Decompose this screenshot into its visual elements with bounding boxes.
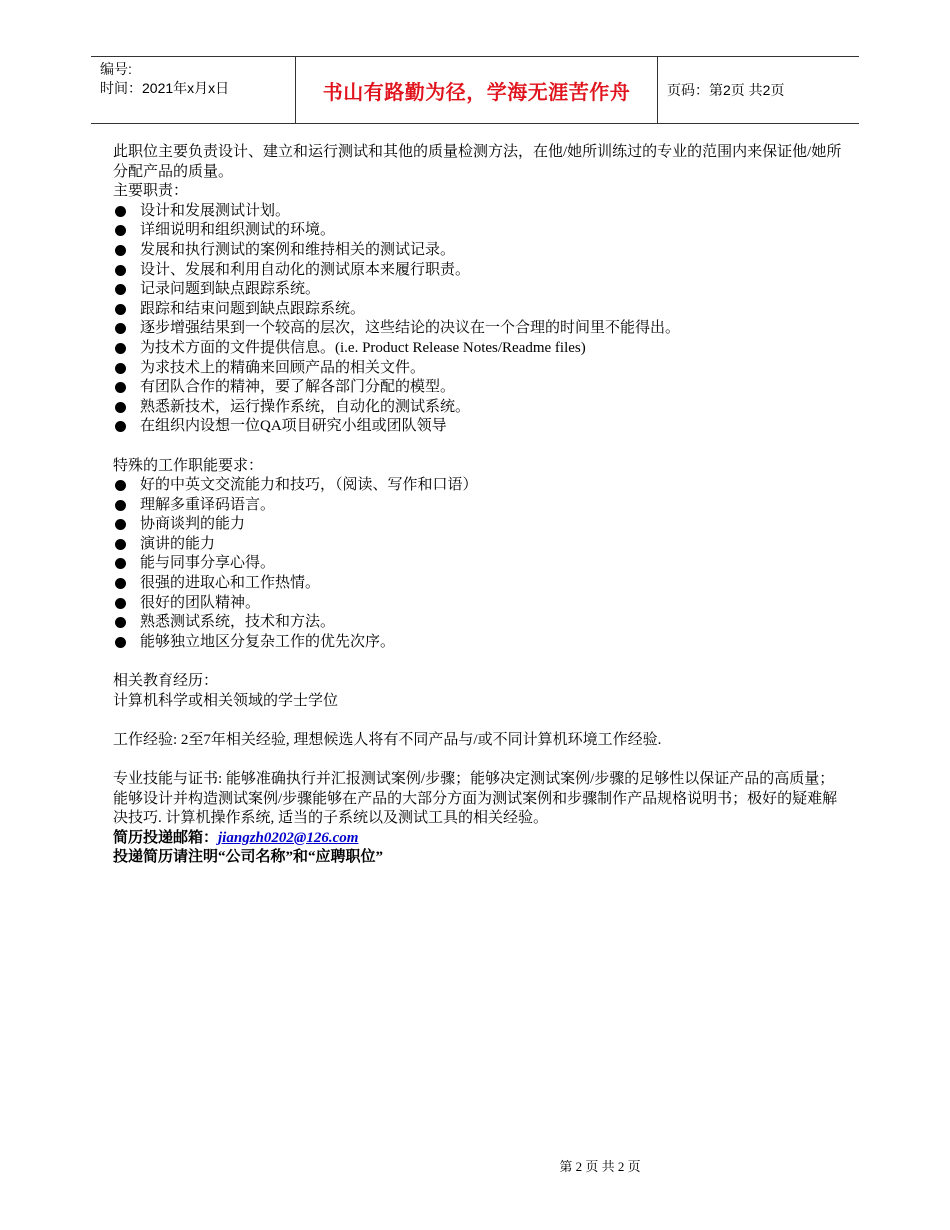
duty-item: 有团队合作的精神，要了解各部门分配的模型。 bbox=[113, 378, 843, 398]
header-slogan: 书山有路勤为径，学海无涯苦作舟 bbox=[295, 57, 658, 123]
submission-note: 投递简历请注明“公司名称”和“应聘职位” bbox=[113, 849, 384, 866]
requirement-item: 协商谈判的能力 bbox=[113, 515, 843, 535]
header-page-info: 页码：第2页 共2页 bbox=[667, 82, 785, 98]
page-footer bbox=[0, 1156, 950, 1175]
requirement-item: 能够独立地区分复杂工作的优先次序。 bbox=[113, 633, 843, 653]
duty-item: 详细说明和组织测试的环境。 bbox=[113, 221, 843, 241]
skills-paragraph: 专业技能与证书: 能够准确执行并汇报测试案例/步骤；能够决定测试案例/步骤的足够性以保证产品的高质量；能够设计并构造测试案例/步骤能够在产品的大部分方面为测试案例和步骤制作产品规格说明书；极好的疑难解决技巧. 计算机操作系统, 适当的子系统以及测试工具的相关经验。 bbox=[113, 771, 838, 827]
spacer bbox=[113, 750, 843, 770]
header-meta bbox=[91, 57, 295, 123]
education-heading: 相关教育经历： bbox=[113, 673, 219, 690]
requirement-item: 理解多重译码语言。 bbox=[113, 496, 843, 516]
duties-heading: 主要职责： bbox=[113, 183, 189, 200]
page-header bbox=[91, 56, 859, 124]
duty-item: 在组织内设想一位QA项目研究小组或团队领导 bbox=[113, 417, 843, 437]
duty-item: 设计、发展和利用自动化的测试原本来履行职责。 bbox=[113, 261, 843, 281]
spacer bbox=[113, 652, 843, 672]
requirement-item: 能与同事分享心得。 bbox=[113, 554, 843, 574]
duty-item: 跟踪和结束问题到缺点跟踪系统。 bbox=[113, 300, 843, 320]
duties-list bbox=[113, 202, 843, 437]
duty-item: 记录问题到缺点跟踪系统。 bbox=[113, 280, 843, 300]
spacer bbox=[113, 711, 843, 731]
requirement-item: 很好的团队精神。 bbox=[113, 594, 843, 614]
duty-item: 为技术方面的文件提供信息。(i.e. Product Release Notes/Readme files) bbox=[113, 339, 843, 359]
duty-item: 发展和执行测试的案例和维持相关的测试记录。 bbox=[113, 241, 843, 261]
id-label: 编号: bbox=[100, 61, 132, 77]
footer-page-info: 第 2 页 共 2 页 bbox=[559, 1159, 641, 1174]
intro-paragraph: 此职位主要负责设计、建立和运行测试和其他的质量检测方法，在他/她所训练过的专业的范围内来保证他/她所分配产品的质量。 bbox=[113, 144, 842, 180]
spacer bbox=[113, 437, 843, 457]
duty-item: 逐步增强结果到一个较高的层次，这些结论的决议在一个合理的时间里不能得出。 bbox=[113, 319, 843, 339]
requirement-item: 好的中英文交流能力和技巧，（阅读、写作和口语） bbox=[113, 476, 843, 496]
requirement-item: 演讲的能力 bbox=[113, 535, 843, 555]
experience-paragraph: 工作经验: 2至7年相关经验, 理想候选人将有不同产品与/或不同计算机环境工作经验. bbox=[113, 731, 662, 748]
date-label: 时间：2021年x月x日 bbox=[100, 80, 230, 96]
duty-item: 熟悉新技术，运行操作系统，自动化的测试系统。 bbox=[113, 398, 843, 418]
requirements-heading: 特殊的工作职能要求： bbox=[113, 457, 264, 474]
duty-item: 设计和发展测试计划。 bbox=[113, 202, 843, 222]
document-body bbox=[113, 143, 843, 868]
requirement-item: 很强的进取心和工作热情。 bbox=[113, 574, 843, 594]
requirements-list bbox=[113, 476, 843, 652]
duty-item: 为求技术上的精确来回顾产品的相关文件。 bbox=[113, 359, 843, 379]
email-link[interactable]: jiangzh0202@126.com bbox=[218, 829, 359, 846]
education-text: 计算机科学或相关领域的学士学位 bbox=[113, 692, 339, 709]
email-label: 简历投递邮箱： bbox=[113, 829, 219, 846]
requirement-item: 熟悉测试系统，技术和方法。 bbox=[113, 613, 843, 633]
email-line bbox=[113, 829, 843, 849]
